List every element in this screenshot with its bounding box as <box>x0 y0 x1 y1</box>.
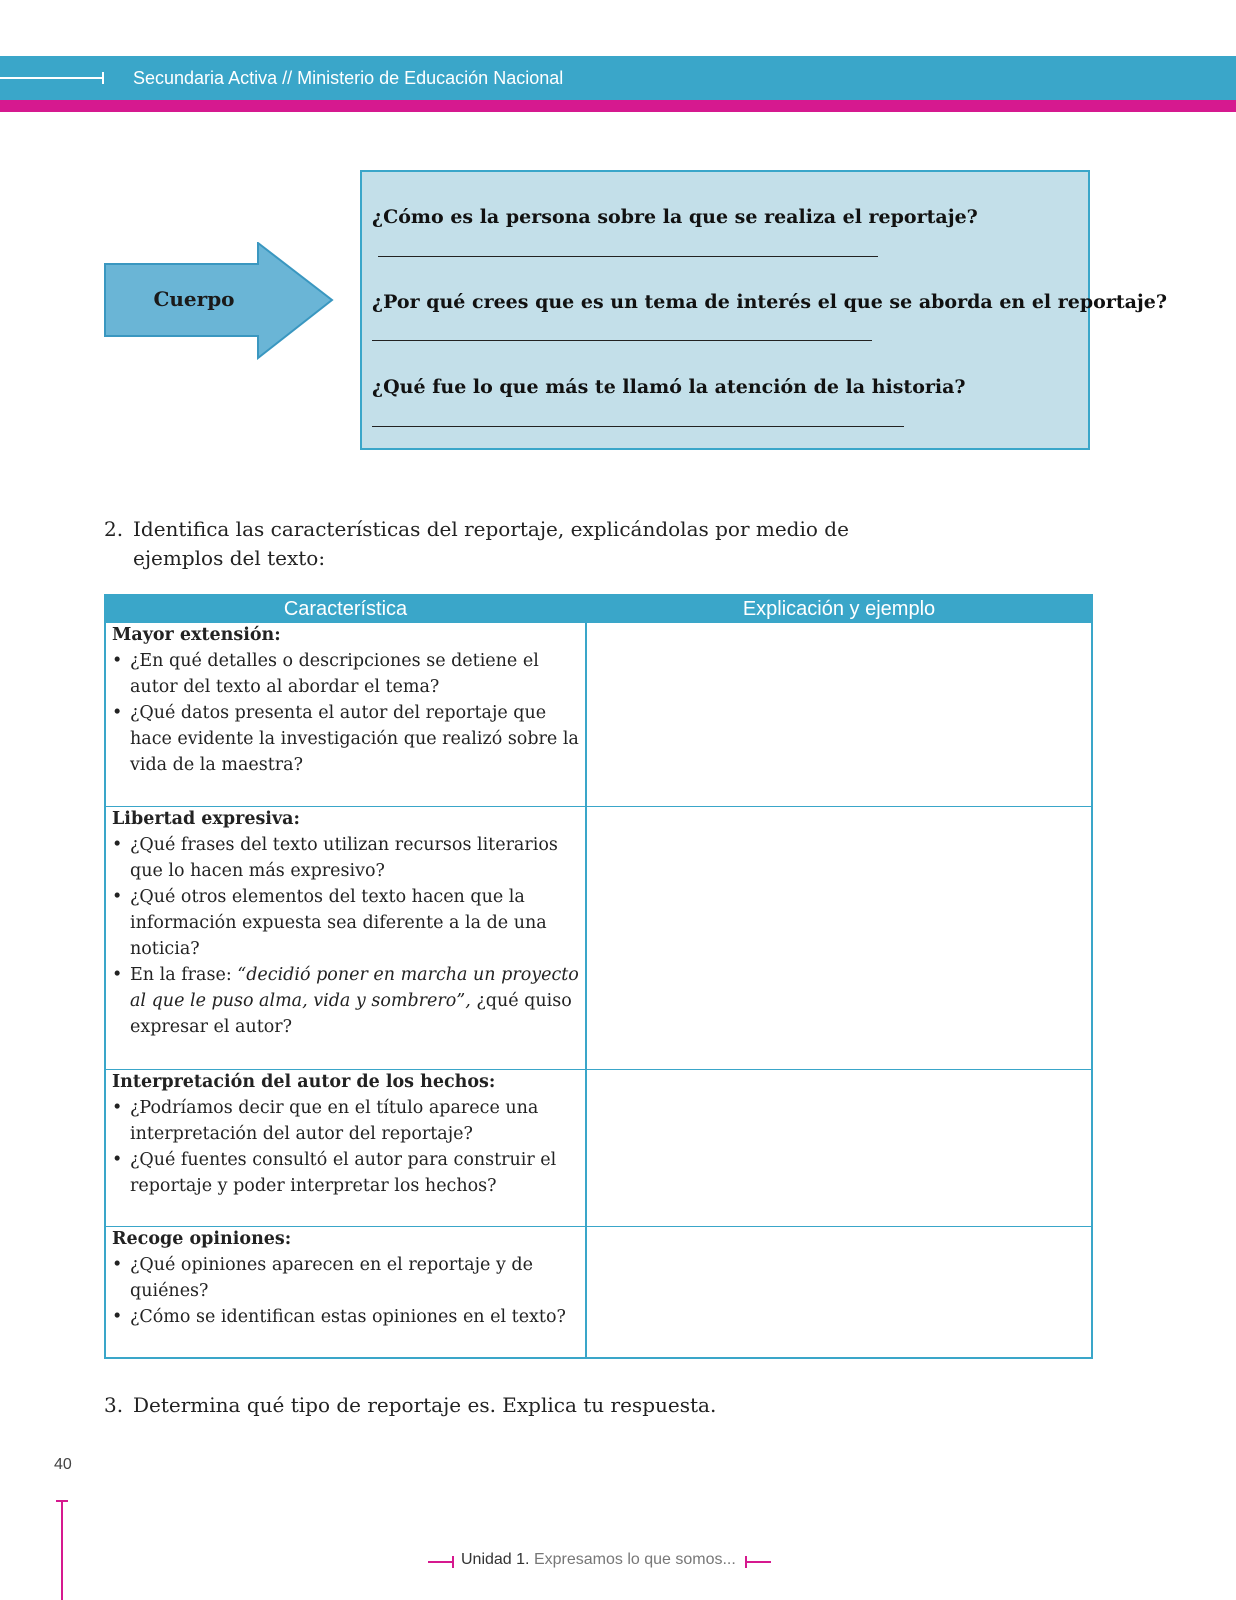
footer-unit-label: Unidad 1. <box>461 1551 530 1568</box>
header-title: Secundaria Activa // Ministerio de Educación Nacional <box>133 68 564 88</box>
list-item: • ¿Cómo se identifican estas opiniones en el texto? <box>112 1304 582 1330</box>
row-title: Recoge opiniones: <box>112 1229 292 1249</box>
table-row <box>112 1069 582 1199</box>
header-rule <box>0 77 104 79</box>
answer-line-1[interactable] <box>378 256 878 257</box>
instruction-3-text: Determina qué tipo de reportaje es. Explica tu respuesta. <box>133 1393 717 1417</box>
quote-prefix: En la frase: <box>130 965 238 985</box>
list-item: • ¿Qué datos presenta el autor del reportaje que hace evidente la investigación que realizó sobre la vida de la maestra? <box>112 700 582 778</box>
instruction-3-number: 3. <box>104 1393 124 1417</box>
row-title: Mayor extensión: <box>112 625 281 645</box>
answer-cell[interactable] <box>587 807 1091 1069</box>
quote-question: ¿qué quiso expresar el autor? <box>130 991 572 1037</box>
table-row <box>112 806 582 1040</box>
table-row <box>112 622 582 778</box>
table-row <box>112 1226 582 1330</box>
list-item <box>112 962 582 1040</box>
instruction-2-line-2: ejemplos del texto: <box>133 546 326 570</box>
list-item: • ¿Qué otros elementos del texto hacen que la información expuesta sea diferente a la de una noticia? <box>112 884 582 962</box>
margin-rule <box>61 1500 63 1600</box>
instruction-2-number: 2. <box>104 517 124 541</box>
question-3: ¿Qué fue lo que más te llamó la atención de la historia? <box>372 376 966 398</box>
characteristics-table <box>104 594 1093 1359</box>
header-rule-tick <box>102 72 104 84</box>
footer-rule-left <box>428 1561 454 1563</box>
header-accent-stripe <box>0 100 1236 112</box>
answer-line-2[interactable] <box>372 340 872 341</box>
list-item: • ¿Podríamos decir que en el título aparece una interpretación del autor del reportaje? <box>112 1095 582 1147</box>
page-number: 40 <box>54 1456 72 1473</box>
list-item: • ¿Qué frases del texto utilizan recursos literarios que lo hacen más expresivo? <box>112 832 582 884</box>
footer-rule-right <box>745 1561 771 1563</box>
answer-cell[interactable] <box>587 1070 1091 1226</box>
column-header-characteristic: Característica <box>106 596 585 622</box>
list-item: • ¿Qué opiniones aparecen en el reportaje y de quiénes? <box>112 1252 582 1304</box>
answer-cell[interactable] <box>587 1227 1091 1357</box>
row-title: Interpretación del autor de los hechos: <box>112 1072 496 1092</box>
question-2: ¿Por qué crees que es un tema de interés el que se aborda en el reportaje? <box>372 291 1168 313</box>
footer-unit-title: Expresamos lo que somos... <box>533 1551 736 1568</box>
footer-tick-left <box>452 1556 454 1568</box>
quote-text: “decidió poner en marcha un proyecto al que le puso alma, vida y sombrero”, <box>130 965 579 1011</box>
instruction-2-line-1: Identifica las características del reportaje, explicándolas por medio de <box>133 517 849 541</box>
question-1: ¿Cómo es la persona sobre la que se realiza el reportaje? <box>372 206 978 228</box>
answer-line-3[interactable] <box>372 426 904 427</box>
list-item: • ¿Qué fuentes consultó el autor para construir el reportaje y poder interpretar los hechos? <box>112 1147 582 1199</box>
answer-cell[interactable] <box>587 623 1091 806</box>
list-item: • ¿En qué detalles o descripciones se detiene el autor del texto al abordar el tema? <box>112 648 582 700</box>
arrow-label: Cuerpo <box>153 287 235 311</box>
column-header-explanation: Explicación y ejemplo <box>587 596 1091 622</box>
footer-unit <box>461 1551 736 1569</box>
row-title: Libertad expresiva: <box>112 809 300 829</box>
